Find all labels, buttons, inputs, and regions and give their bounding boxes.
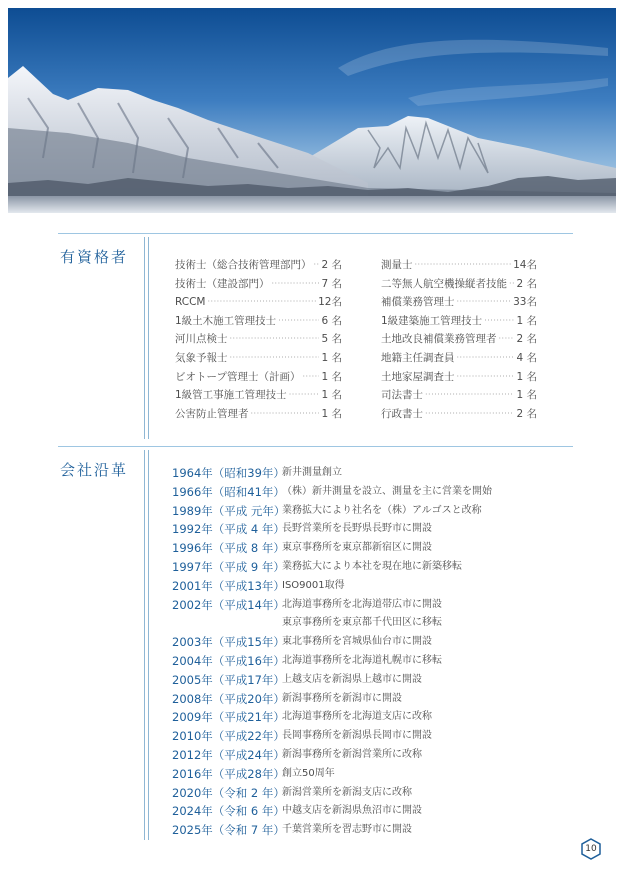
history-year: 2008年（平成20年） bbox=[172, 691, 285, 706]
qualifications-title: 有資格者 bbox=[60, 248, 129, 266]
leader-dots bbox=[457, 368, 515, 387]
qualifications-right-list bbox=[381, 256, 537, 423]
history-event: 北海道事務所を北海道札幌市に移転 bbox=[282, 654, 442, 666]
qualification-count: 12名 bbox=[318, 296, 342, 309]
history-row bbox=[172, 821, 492, 840]
history-row bbox=[172, 765, 492, 784]
qualification-count: 1 名 bbox=[321, 389, 342, 402]
history-event: ISO9001取得 bbox=[282, 579, 345, 591]
history-row bbox=[172, 652, 492, 671]
leader-dots bbox=[272, 275, 320, 294]
qualification-name: 1級建築施工管理技士 bbox=[381, 314, 483, 327]
leader-dots bbox=[484, 312, 514, 331]
history-year: 1989年（平成 元年） bbox=[172, 503, 286, 518]
history-year: 1966年（昭和41年） bbox=[172, 484, 285, 499]
history-row bbox=[172, 483, 492, 502]
qualification-row bbox=[381, 330, 537, 349]
qualification-count: 6 名 bbox=[321, 314, 342, 327]
qualification-row bbox=[381, 293, 537, 312]
leader-dots bbox=[230, 349, 320, 368]
history-event: 業務拡大により本社を現在地に新築移転 bbox=[282, 560, 462, 572]
qualification-row bbox=[175, 349, 342, 368]
history-event: 業務拡大により社名を（株）アルゴスと改称 bbox=[282, 504, 482, 516]
qualifications-divider-1 bbox=[144, 237, 145, 439]
qualification-count: 2 名 bbox=[516, 407, 537, 420]
qualification-count: 33名 bbox=[513, 296, 537, 309]
history-year bbox=[172, 614, 282, 633]
qualification-count: 1 名 bbox=[321, 351, 342, 364]
qualification-row bbox=[175, 386, 342, 405]
qualification-name: 土地家屋調査士 bbox=[381, 370, 455, 383]
qualification-name: ビオトープ管理士（計画） bbox=[175, 370, 301, 383]
qualification-row bbox=[381, 312, 537, 331]
leader-dots bbox=[251, 405, 320, 424]
history-event: 長岡事務所を新潟県長岡市に開設 bbox=[282, 730, 432, 742]
qualification-count: 1 名 bbox=[516, 370, 537, 383]
qualifications-top-rule bbox=[58, 233, 573, 234]
history-row bbox=[172, 614, 492, 633]
qualification-name: 測量士 bbox=[381, 259, 413, 271]
qualification-count: 1 名 bbox=[516, 389, 537, 402]
qualification-count: 4 名 bbox=[516, 351, 537, 364]
history-event: 北海道事務所を北海道帯広市に開設 bbox=[282, 598, 442, 610]
history-year: 1996年（平成 8 年） bbox=[172, 541, 285, 556]
history-year: 2004年（平成16年） bbox=[172, 653, 285, 668]
qualification-name: 1級土木施工管理技士 bbox=[175, 314, 277, 327]
history-year: 2001年（平成13年） bbox=[172, 578, 285, 593]
leader-dots bbox=[509, 275, 514, 294]
qualification-name: 補償業務管理士 bbox=[381, 296, 455, 309]
history-event: 新潟事務所を新潟市に開設 bbox=[282, 692, 402, 704]
history-row bbox=[172, 464, 492, 483]
history-event: 新潟事務所を新潟営業所に改称 bbox=[282, 748, 422, 760]
history-year: 2002年（平成14年） bbox=[172, 597, 285, 612]
qualification-row bbox=[381, 349, 537, 368]
qualification-row bbox=[175, 312, 342, 331]
qualification-count: 14名 bbox=[513, 259, 537, 271]
qualification-name: 河川点検士 bbox=[175, 333, 228, 346]
leader-dots bbox=[457, 349, 515, 368]
history-event: 北海道事務所を北海道支店に改称 bbox=[282, 711, 432, 723]
qualification-name: 公害防止管理者 bbox=[175, 407, 249, 420]
history-event: 東京事務所を東京都千代田区に移転 bbox=[282, 617, 442, 629]
leader-dots bbox=[314, 256, 320, 275]
history-year: 2016年（平成28年） bbox=[172, 766, 285, 781]
leader-dots bbox=[289, 386, 320, 405]
history-event: 新潟営業所を新潟支店に改称 bbox=[282, 786, 412, 798]
leader-dots bbox=[457, 293, 512, 312]
history-year: 1997年（平成 9 年） bbox=[172, 559, 285, 574]
history-event: 長野営業所を長野県長野市に開設 bbox=[282, 523, 432, 535]
qualification-name: 1級管工事施工管理技士 bbox=[175, 389, 287, 402]
qualification-count: 1 名 bbox=[321, 370, 342, 383]
leader-dots bbox=[208, 293, 317, 312]
history-row bbox=[172, 802, 492, 821]
history-row bbox=[172, 558, 492, 577]
qualification-count: 2 名 bbox=[516, 333, 537, 346]
history-year: 2012年（平成24年） bbox=[172, 747, 285, 762]
history-row bbox=[172, 746, 492, 765]
qualification-row bbox=[175, 275, 342, 294]
leader-dots bbox=[425, 386, 514, 405]
history-title: 会社沿革 bbox=[60, 461, 129, 479]
leader-dots bbox=[499, 330, 515, 349]
qualification-row bbox=[381, 405, 537, 424]
qualification-count: 5 名 bbox=[321, 333, 342, 346]
qualification-name: 技術士（建設部門） bbox=[175, 277, 270, 290]
qualifications-divider-2 bbox=[148, 237, 149, 439]
leader-dots bbox=[278, 312, 319, 331]
history-year: 2009年（平成21年） bbox=[172, 710, 285, 725]
qualification-name: 二等無人航空機操縦者技能 bbox=[381, 277, 507, 290]
history-year: 1964年（昭和39年） bbox=[172, 466, 285, 480]
qualification-name: 司法書士 bbox=[381, 389, 423, 402]
qualification-row bbox=[175, 293, 342, 312]
history-event: 新井測量創立 bbox=[282, 467, 342, 478]
qualification-name: 地籍主任調査員 bbox=[381, 351, 455, 364]
history-divider-1 bbox=[144, 450, 145, 840]
qualification-count: 2 名 bbox=[516, 277, 537, 290]
history-year: 2024年（令和 6 年） bbox=[172, 804, 285, 819]
history-event: 千葉営業所を習志野市に開設 bbox=[282, 824, 412, 836]
history-row bbox=[172, 577, 492, 596]
history-year: 1992年（平成 4 年） bbox=[172, 522, 285, 537]
qualification-row bbox=[175, 368, 342, 387]
qualification-name: RCCM bbox=[175, 296, 206, 309]
history-row bbox=[172, 690, 492, 709]
qualification-count: 7 名 bbox=[321, 277, 342, 290]
qualification-row bbox=[175, 330, 342, 349]
history-event: 創立50周年 bbox=[282, 767, 335, 779]
history-event: （株）新井測量を設立、測量を主に営業を開始 bbox=[282, 485, 492, 497]
qualification-row bbox=[175, 256, 342, 275]
leader-dots bbox=[415, 256, 512, 275]
qualification-row bbox=[381, 256, 537, 275]
history-top-rule bbox=[58, 446, 573, 447]
leader-dots bbox=[425, 405, 514, 424]
page-number-badge bbox=[580, 838, 602, 860]
history-event: 中越支店を新潟県魚沼市に開設 bbox=[282, 805, 422, 817]
history-row bbox=[172, 520, 492, 539]
history-row bbox=[172, 596, 492, 615]
page-number: 10 bbox=[585, 844, 597, 854]
history-year: 2005年（平成17年） bbox=[172, 672, 285, 687]
qualification-name: 気象予報士 bbox=[175, 351, 228, 364]
history-year: 2003年（平成15年） bbox=[172, 635, 285, 650]
qualification-name: 技術士（総合技術管理部門） bbox=[175, 259, 312, 271]
history-divider-2 bbox=[148, 450, 149, 840]
hero-mountain-photo bbox=[8, 8, 616, 213]
history-event: 東京事務所を東京都新宿区に開設 bbox=[282, 542, 432, 554]
qualifications-left-list bbox=[175, 256, 342, 423]
history-row bbox=[172, 633, 492, 652]
qualification-count: 1 名 bbox=[516, 314, 537, 327]
history-year: 2010年（平成22年） bbox=[172, 729, 285, 744]
history-row bbox=[172, 539, 492, 558]
qualification-count: 2 名 bbox=[321, 259, 342, 271]
history-list bbox=[172, 464, 492, 840]
history-row bbox=[172, 502, 492, 521]
qualification-name: 土地改良補償業務管理者 bbox=[381, 333, 497, 346]
qualification-row bbox=[381, 275, 537, 294]
history-row bbox=[172, 671, 492, 690]
history-row bbox=[172, 708, 492, 727]
qualification-row bbox=[381, 368, 537, 387]
history-event: 上越支店を新潟県上越市に開設 bbox=[282, 673, 422, 685]
leader-dots bbox=[302, 368, 319, 387]
history-year: 2025年（令和 7 年） bbox=[172, 823, 285, 838]
history-year: 2020年（令和 2 年） bbox=[172, 785, 285, 800]
history-row bbox=[172, 727, 492, 746]
qualification-count: 1 名 bbox=[321, 407, 342, 420]
history-row bbox=[172, 784, 492, 803]
leader-dots bbox=[230, 330, 320, 349]
qualification-name: 行政書士 bbox=[381, 407, 423, 420]
history-event: 東北事務所を宮城県仙台市に開設 bbox=[282, 636, 432, 648]
qualification-row bbox=[175, 405, 342, 424]
qualification-row bbox=[381, 386, 537, 405]
